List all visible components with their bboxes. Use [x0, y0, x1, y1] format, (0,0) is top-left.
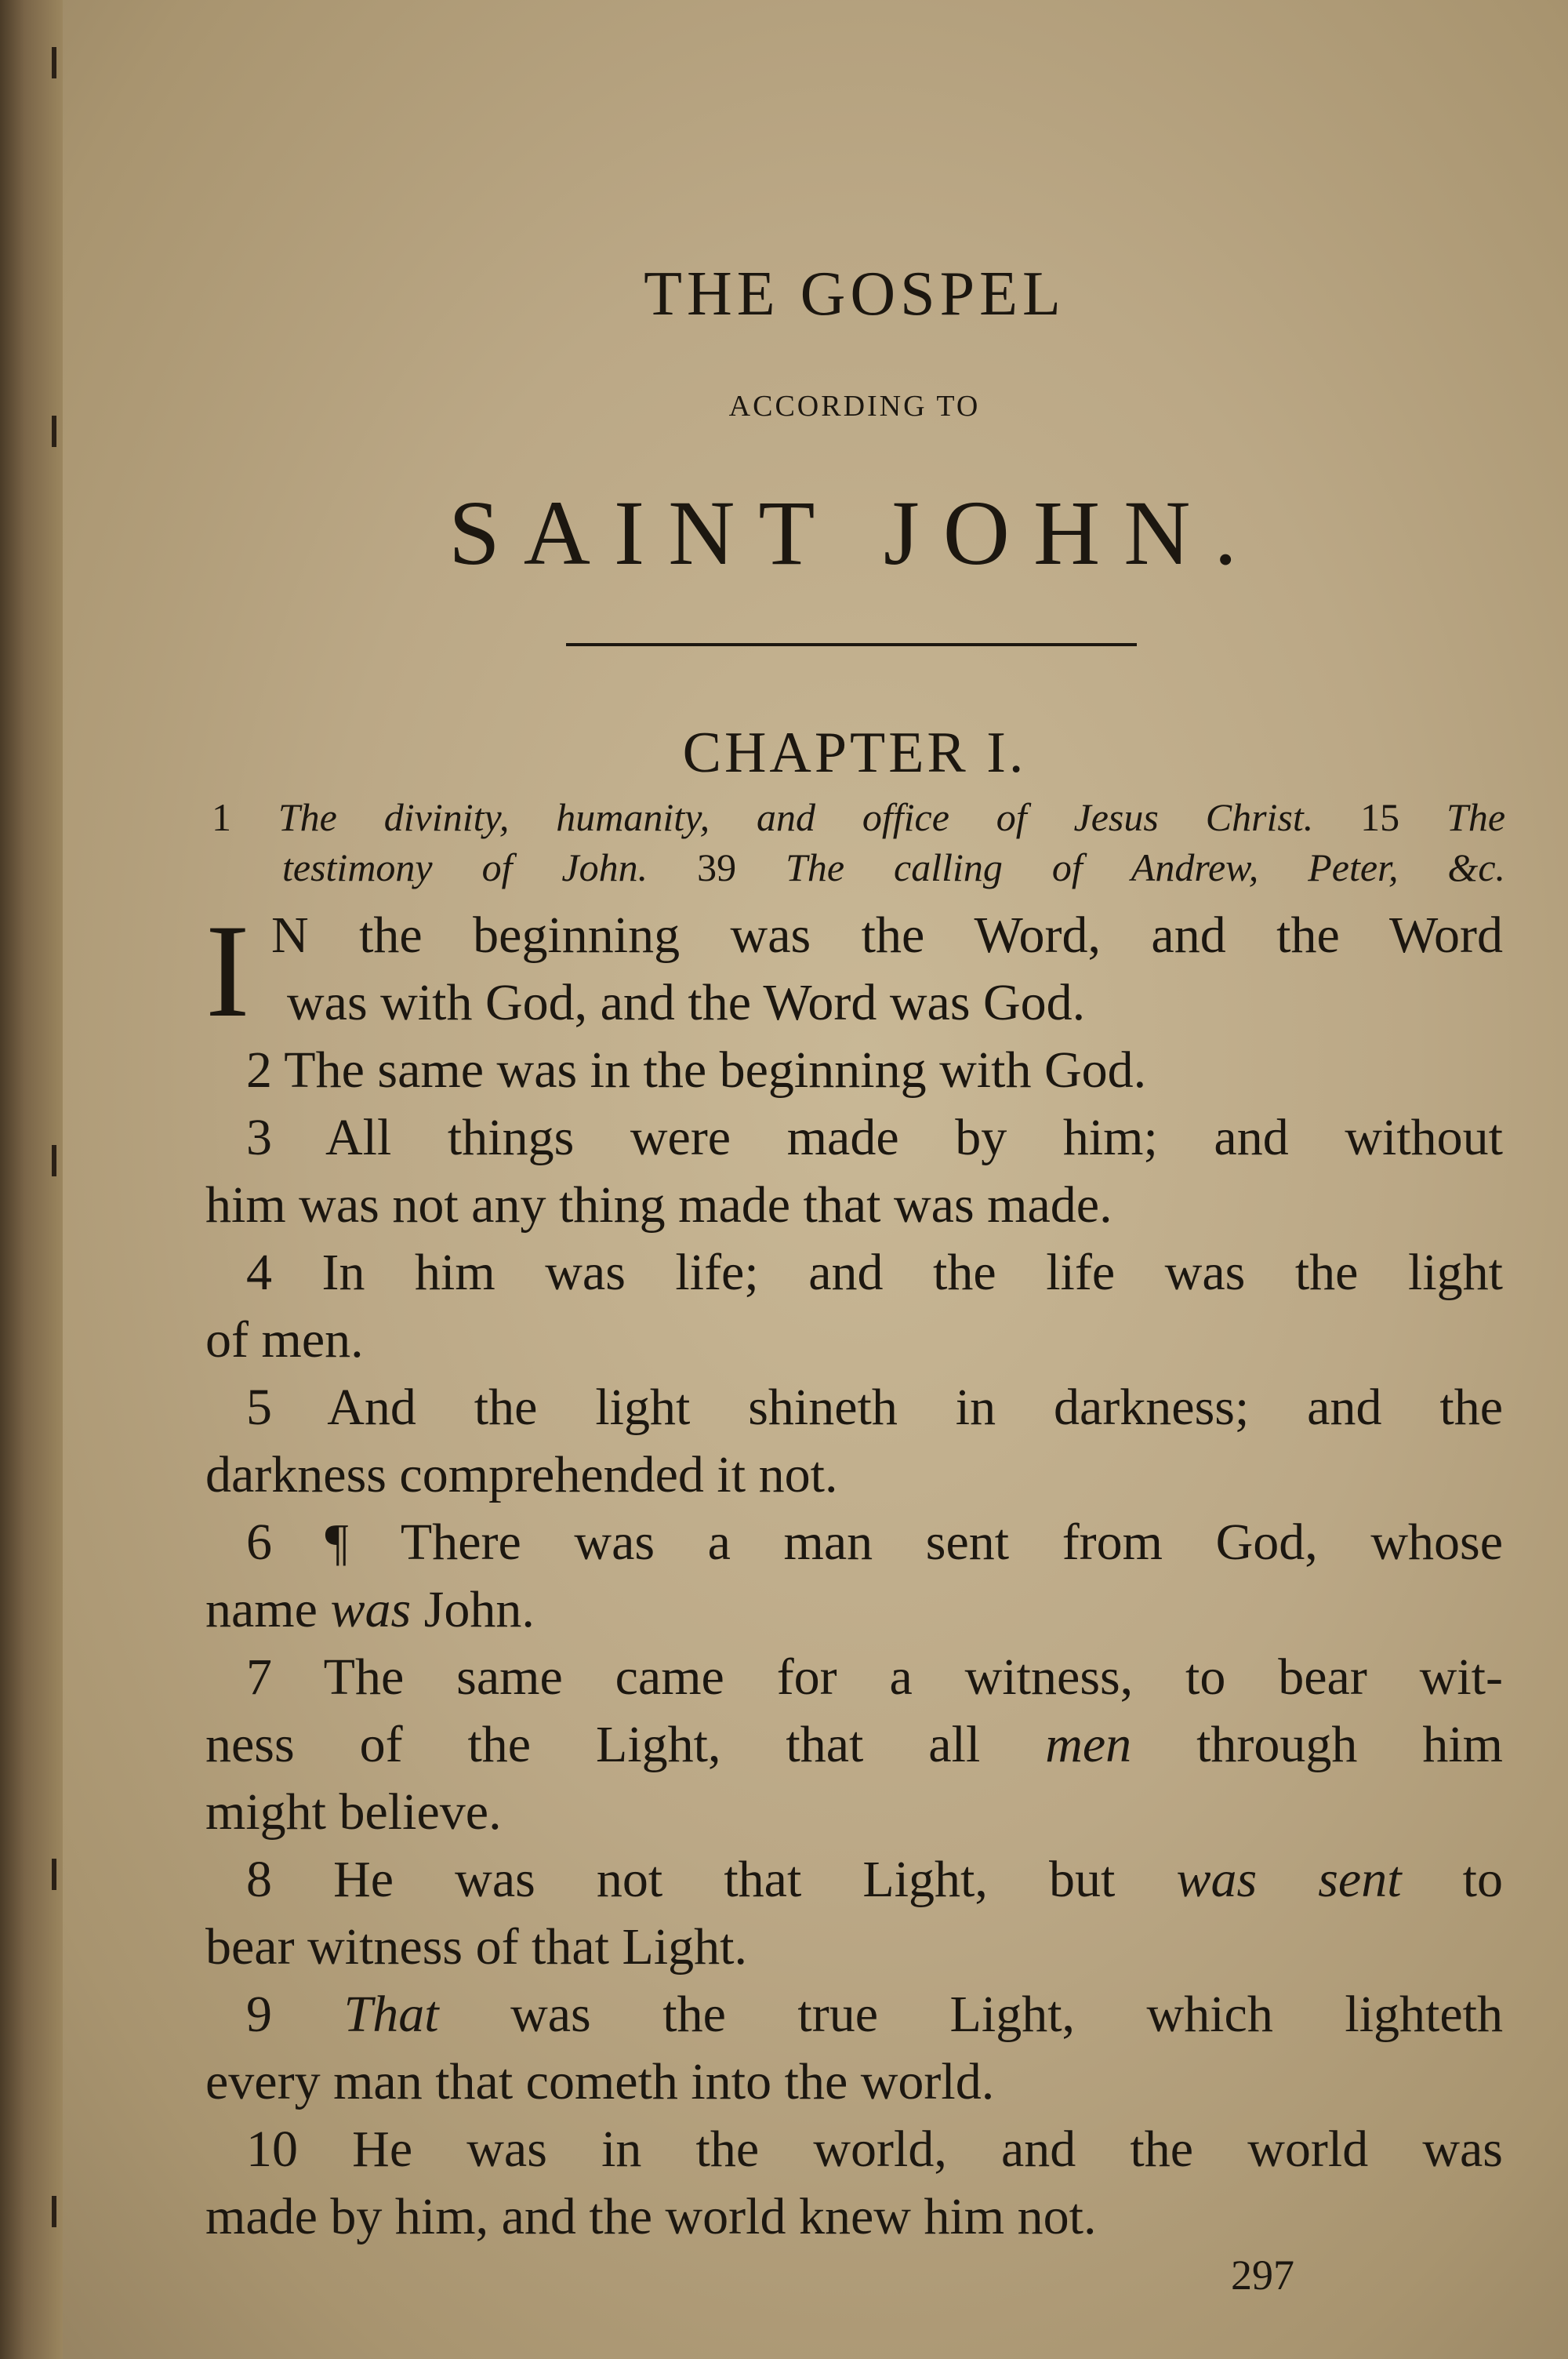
verse-line: 2 The same was in the beginning with God. — [246, 1041, 1147, 1099]
verse-text: 8 He was not that Light, but — [246, 1851, 1177, 1908]
verse-text: ness of the Light, that all — [205, 1716, 1046, 1773]
summary-line — [212, 792, 1505, 842]
summary-text: The divinity, humanity, and office of Jesus Christ. — [278, 795, 1314, 839]
page-number: 297 — [1231, 2252, 1294, 2299]
verse-line: darkness comprehended it not. — [205, 1446, 838, 1503]
verse-italic: men — [1045, 1716, 1132, 1773]
spine-mark — [52, 2196, 56, 2227]
verse-italic: was — [330, 1581, 412, 1638]
verse-line: might believe. — [205, 1783, 502, 1841]
spine-mark — [52, 1859, 56, 1890]
chapter-summary — [212, 792, 1505, 892]
verse-line: 5 And the light shineth in darkness; and the — [246, 1379, 1503, 1436]
according-to-label: ACCORDING TO — [728, 390, 981, 423]
spine-mark — [52, 416, 56, 447]
drop-cap: I — [205, 897, 250, 1045]
verse-line: of men. — [205, 1311, 364, 1369]
verse-line: him was not any thing made that was made. — [205, 1176, 1112, 1234]
summary-text: testimony of John. — [282, 845, 648, 889]
verse-line — [205, 1981, 1503, 2048]
spine-mark — [52, 47, 56, 78]
verse-line — [205, 1576, 1503, 1644]
verse-line: was with God, and the Word was God. — [287, 974, 1086, 1031]
verse-line: 6 ¶ There was a man sent from God, whose — [246, 1514, 1503, 1571]
verse-italic: That — [343, 1986, 439, 2043]
verse-text: 9 — [246, 1986, 344, 2043]
verse-line: bear witness of that Light. — [205, 1918, 748, 1976]
summary-text: The — [1446, 795, 1506, 839]
verse-text: name — [205, 1581, 331, 1638]
verse-line: 7 The same came for a witness, to bear wit- — [246, 1648, 1503, 1706]
scripture-text — [205, 897, 1503, 2251]
verse-line: made by him, and the world knew him not. — [205, 2188, 1097, 2245]
book-spine — [0, 0, 63, 2359]
verse-text: through him — [1131, 1716, 1503, 1773]
verse-line — [205, 1846, 1503, 1914]
verse-text: to — [1401, 1851, 1503, 1908]
book-name: SAINT JOHN. — [448, 482, 1261, 584]
verse-line: 3 All things were made by him; and without — [246, 1109, 1503, 1166]
title-rule — [566, 643, 1137, 646]
verse-italic: was sent — [1176, 1851, 1402, 1908]
verse-line — [205, 1711, 1503, 1779]
verse-text: John. — [411, 1581, 535, 1638]
chapter-heading: CHAPTER I. — [682, 721, 1027, 785]
spine-mark — [52, 1145, 56, 1176]
summary-line — [212, 842, 1505, 892]
summary-number: 15 — [1360, 795, 1400, 839]
summary-number: 39 — [697, 845, 737, 889]
summary-text: The calling of Andrew, Peter, &c. — [786, 845, 1506, 889]
verse-line: 4 In him was life; and the life was the light — [246, 1244, 1503, 1301]
verse-line: N the beginning was the Word, and the Word — [271, 907, 1503, 964]
summary-number: 1 — [212, 795, 231, 839]
gospel-title: THE GOSPEL — [644, 260, 1065, 329]
verse-text: was the true Light, which lighteth — [438, 1986, 1503, 2043]
verse-line: every man that cometh into the world. — [205, 2053, 995, 2110]
verse-line: 10 He was in the world, and the world was — [246, 2121, 1503, 2178]
